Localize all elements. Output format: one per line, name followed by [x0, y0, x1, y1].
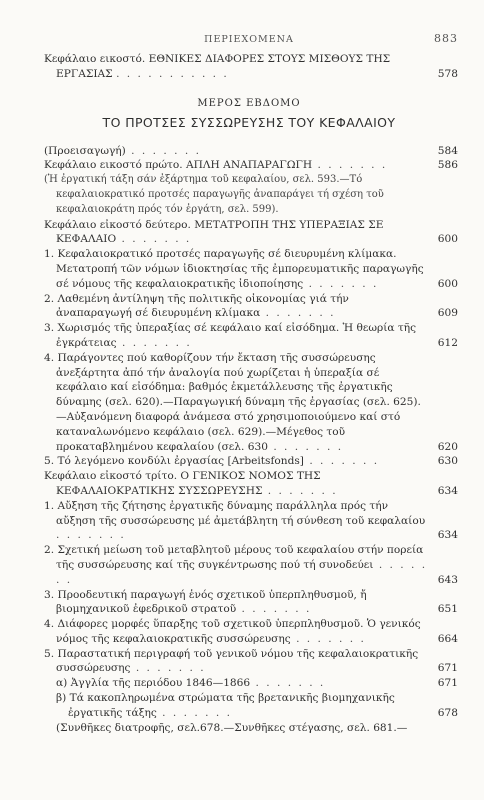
toc-entry: 1. Κεφαλαιοκρατικό προτσές παραγωγῆς σέ διευρυμένη κλίμακα. Μετατροπή τῶν νόμων ἰδιοκτησίας τῆς ἐμπορευματικῆς παραγωγῆς σέ νόμους τῆς κεφαλαιοκρατικῆς ἰδιοποίησης . . . . . . . 600 [44, 248, 458, 290]
part-title: ΤΟ ΠΡΟΤΣΕΣ ΣΥΣΣΩΡΕΥΣΗΣ ΤΟΥ ΚΕΦΑΛΑΙΟΥ [102, 114, 396, 130]
toc-entry-text: 4. Διάφορες μορφές ὕπαρξης τοῦ σχετικοῦ ὑπερπληθυσμοῦ. Ὁ γενικός νόμος τῆς κεφαλαιοκρατικῆς συσσώρευσης [44, 618, 421, 645]
toc-entry: 3. Προοδευτική παραγωγή ἑνός σχετικοῦ ὑπερπληθυσμοῦ, ἤ βιομηχανικοῦ ἐφεδρικοῦ στρατοῦ . . . . . . . 651 [44, 588, 458, 616]
toc-entry-text: (Προεισαγωγή) [44, 144, 126, 157]
toc-entry: 5. Τό λεγόμενο κονδύλι ἐργασίας [Arbeitsfonds] . . . . . . . 630 [44, 455, 458, 468]
toc-entry-text: Κεφάλαιο εικοστό. ΕΘΝΙΚΕΣ ΔΙΑΦΟΡΕΣ ΣΤΟΥΣ ΜΙΣΘΟΥΣ ΤΗΣ ΕΡΓΑΣΙΑΣ [44, 53, 391, 80]
toc-entry-text: 2. Σχετική μείωση τοῦ μεταβλητοῦ μέρους τοῦ κεφαλαίου στήν πορεία τῆς συσσώρευσης καί τῆς συγκέντρωσης πού τή συνοδεύει [44, 544, 424, 571]
toc-entry-text: 1. Κεφαλαιοκρατικό προτσές παραγωγῆς σέ διευρυμένη κλίμακα. Μετατροπή τῶν νόμων ἰδιοκτησίας τῆς ἐμπορευματικῆς παραγωγῆς σέ νόμους τῆς κεφαλαιοκρατικῆς ἰδιοποίησης [44, 248, 424, 290]
toc-entry [40, 173, 458, 217]
toc-entry-page: 634 [437, 484, 458, 497]
toc-entry: 2. Λαθεμένη ἀντίληψη τῆς πολιτικῆς οἰκονομίας γιά τήν ἀναπαραγωγή σέ διευρυμένη κλίμακα . . . . . . . 609 [44, 292, 458, 320]
toc-entry-text: β) Τά κακοπληρωμένα στρώματα τῆς βρετανικῆς βιομηχανικῆς ἐργατικῆς τάξης [56, 692, 395, 719]
toc-entry-text: 1. Αὔξηση τῆς ζήτησης ἐργατικῆς δύναμης παράλληλα πρός τήν αὔξηση τῆς συσσώρευσης μέ ἀμετάβλητη τή σύνθεση τοῦ κεφαλαίου [44, 499, 426, 527]
toc-entry-page: 578 [437, 67, 458, 80]
header-page-number: 883 [434, 32, 458, 45]
toc-entry-page: 634 [437, 529, 458, 542]
toc-entry-page: 678 [437, 706, 458, 719]
toc-entry: 2. Σχετική μείωση τοῦ μεταβλητοῦ μέρους τοῦ κεφαλαίου στήν πορεία τῆς συσσώρευσης καί τῆς συγκέντρωσης πού τή συνοδεύει . . . . . . . 643 [44, 544, 458, 586]
toc-entry-text: 4. Παράγοντες πού καθορίζουν τήν ἔκταση τῆς συσσώρευσης ἀνεξάρτητα ἀπό τήν ἀναλογία πού χωρίζεται ἡ ὑπεραξία σέ κεφάλαιο καί εἰσόδημα: βαθμός ἐκμετάλλευσης τῆς ἐργατικῆς δύναμης (σελ. 620).—Παραγωγική δύναμη τῆς ἐργασίας (σελ. 625).—Αὐξανόμενη διαφορά ἀνάμεσα στό χρησιμοποιούμενο καί στό καταναλωνόμενο κεφάλαιο (σελ. 629).—Μέγεθος τοῦ προκαταβλημένου κεφαλαίου (σελ. 630 [44, 351, 421, 453]
toc-entry: 4. Παράγοντες πού καθορίζουν τήν ἔκταση τῆς συσσώρευσης ἀνεξάρτητα ἀπό τήν ἀναλογία πού χωρίζεται ἡ ὑπεραξία σέ κεφάλαιο καί εἰσόδημα: βαθμός ἐκμετάλλευσης τῆς ἐργατικῆς δύναμης (σελ. 620).—Παραγωγική δύναμη τῆς ἐργασίας (σελ. 625).—Αὐξανόμενη διαφορά ἀνάμεσα στό χρησιμοποιούμενο καί στό καταναλωνόμενο κεφάλαιο (σελ. 629).—Μέγεθος τοῦ προκαταβλημένου κεφαλαίου (σελ. 630 . . . . . . . 620 [44, 351, 458, 453]
toc-entry-text: (Συνθῆκες διατροφῆς, σελ.678.—Συνθῆκες στέγασης, σελ. 681.— [56, 721, 408, 734]
toc-entry-page: 630 [437, 455, 458, 468]
toc-entry-text: 2. Λαθεμένη ἀντίληψη τῆς πολιτικῆς οἰκονομίας γιά τήν ἀναπαραγωγή σέ διευρυμένη κλίμακα [44, 292, 349, 320]
toc-entry-text: 5. Παραστατική περιγραφή τοῦ γενικοῦ νόμου τῆς κεφαλαιοκρατικῆς συσσώρευσης [44, 647, 419, 675]
toc-entry-page: 586 [437, 159, 458, 172]
toc-entry: Κεφάλαιο εἰκοστό δεύτερο. ΜΕΤΑΤΡΟΠΗ ΤΗΣ ΥΠΕΡΑΞΙΑΣ ΣΕ ΚΕΦΑΛΑΙΟ . . . . . . . 600 [44, 218, 458, 246]
toc-entry-page: 671 [437, 677, 458, 690]
toc-entry-page: 671 [437, 662, 458, 675]
toc-entry-text: Κεφάλαιο εἰκοστό τρίτο. Ο ΓΕΝΙΚΟΣ ΝΟΜΟΣ ΤΗΣ ΚΕΦΑΛΑΙΟΚΡΑΤΙΚΗΣ ΣΥΣΣΩΡΕΥΣΗΣ [44, 470, 321, 497]
toc-entry: α) Ἀγγλία τῆς περιόδου 1846—1866 . . . . . . . 671 [56, 677, 458, 690]
toc-entry: β) Τά κακοπληρωμένα στρώματα τῆς βρετανικῆς βιομηχανικῆς ἐργατικῆς τάξης . . . . . . . 678 [56, 692, 458, 719]
toc-entry: 1. Αὔξηση τῆς ζήτησης ἐργατικῆς δύναμης παράλληλα πρός τήν αὔξηση τῆς συσσώρευσης μέ ἀμετάβλητη τή σύνθεση τοῦ κεφαλαίου . . . . . . . 634 [44, 499, 458, 542]
running-header [40, 30, 458, 52]
toc-entry-text: (Ἡ ἐργατική τάξη σάν ἐξάρτημα τοῦ κεφαλαίου, σελ. 593.—Τό κεφαλαιοκρατικό προτσές παραγωγῆς ἀναπαράγει τή σχέση τοῦ κεφαλαιοκράτη πρός τόν ἐργάτη, σελ. 599). [44, 174, 384, 215]
toc-entry-page: 620 [437, 440, 458, 453]
toc-entry [40, 721, 458, 736]
toc-entry-text: 5. Τό λεγόμενο κονδύλι ἐργασίας [Arbeitsfonds] [44, 455, 304, 468]
toc-entry-text: 3. Χωρισμός τῆς ὑπεραξίας σέ κεφάλαιο καί εἰσόδημα. Ἡ θεωρία τῆς ἐγκράτειας [44, 322, 417, 349]
toc-entry: (Προεισαγωγή) . . . . . . . 584 [44, 144, 458, 157]
toc-entry-text: 3. Προοδευτική παραγωγή ἑνός σχετικοῦ ὑπερπληθυσμοῦ, ἤ βιομηχανικοῦ ἐφεδρικοῦ στρατοῦ [44, 588, 367, 616]
toc-entry-page: 584 [437, 144, 458, 157]
toc-entry-text: Κεφάλαιο εικοστό πρώτο. ΑΠΛΗ ΑΝΑΠΑΡΑΓΩΓΗ [44, 159, 313, 172]
toc-entry-page: 600 [437, 233, 458, 246]
part-label: ΜΕΡΟΣ ΕΒΔΟΜΟ [197, 97, 301, 109]
toc-entry-page: 600 [437, 277, 458, 290]
toc-entry-text: Κεφάλαιο εἰκοστό δεύτερο. ΜΕΤΑΤΡΟΠΗ ΤΗΣ ΥΠΕΡΑΞΙΑΣ ΣΕ ΚΕΦΑΛΑΙΟ [44, 218, 384, 246]
toc-entry-page: 612 [437, 336, 458, 349]
toc-page [40, 30, 458, 735]
toc-entry-page: 651 [437, 603, 458, 616]
toc-entry-page: 664 [437, 632, 458, 645]
toc-entry: Κεφάλαιο εικοστό. ΕΘΝΙΚΕΣ ΔΙΑΦΟΡΕΣ ΣΤΟΥΣ ΜΙΣΘΟΥΣ ΤΗΣ ΕΡΓΑΣΙΑΣ . . . . . . . . . . . 578 [44, 53, 458, 80]
toc-entry-text: α) Ἀγγλία τῆς περιόδου 1846—1866 [56, 677, 251, 690]
toc-entry: Κεφάλαιο εἰκοστό τρίτο. Ο ΓΕΝΙΚΟΣ ΝΟΜΟΣ ΤΗΣ ΚΕΦΑΛΑΙΟΚΡΑΤΙΚΗΣ ΣΥΣΣΩΡΕΥΣΗΣ . . . . . . . 634 [44, 470, 458, 497]
toc-entry: 3. Χωρισμός τῆς ὑπεραξίας σέ κεφάλαιο καί εἰσόδημα. Ἡ θεωρία τῆς ἐγκράτειας . . . . . . . 612 [44, 322, 458, 349]
toc-entry: 4. Διάφορες μορφές ὕπαρξης τοῦ σχετικοῦ ὑπερπληθυσμοῦ. Ὁ γενικός νόμος τῆς κεφαλαιοκρατικῆς συσσώρευσης . . . . . . . 664 [44, 618, 458, 645]
toc-entry-page: 643 [437, 573, 458, 586]
toc-entry: Κεφάλαιο εικοστό πρώτο. ΑΠΛΗ ΑΝΑΠΑΡΑΓΩΓΗ . . . . . . . 586 [44, 159, 458, 172]
toc-entry: 5. Παραστατική περιγραφή τοῦ γενικοῦ νόμου τῆς κεφαλαιοκρατικῆς συσσώρευσης . . . . . . . 671 [44, 647, 458, 675]
toc-list [40, 144, 458, 736]
toc-entry-page: 609 [437, 307, 458, 320]
header-title: ΠΕΡΙΕΧΟΜΕΝΑ [204, 34, 294, 45]
